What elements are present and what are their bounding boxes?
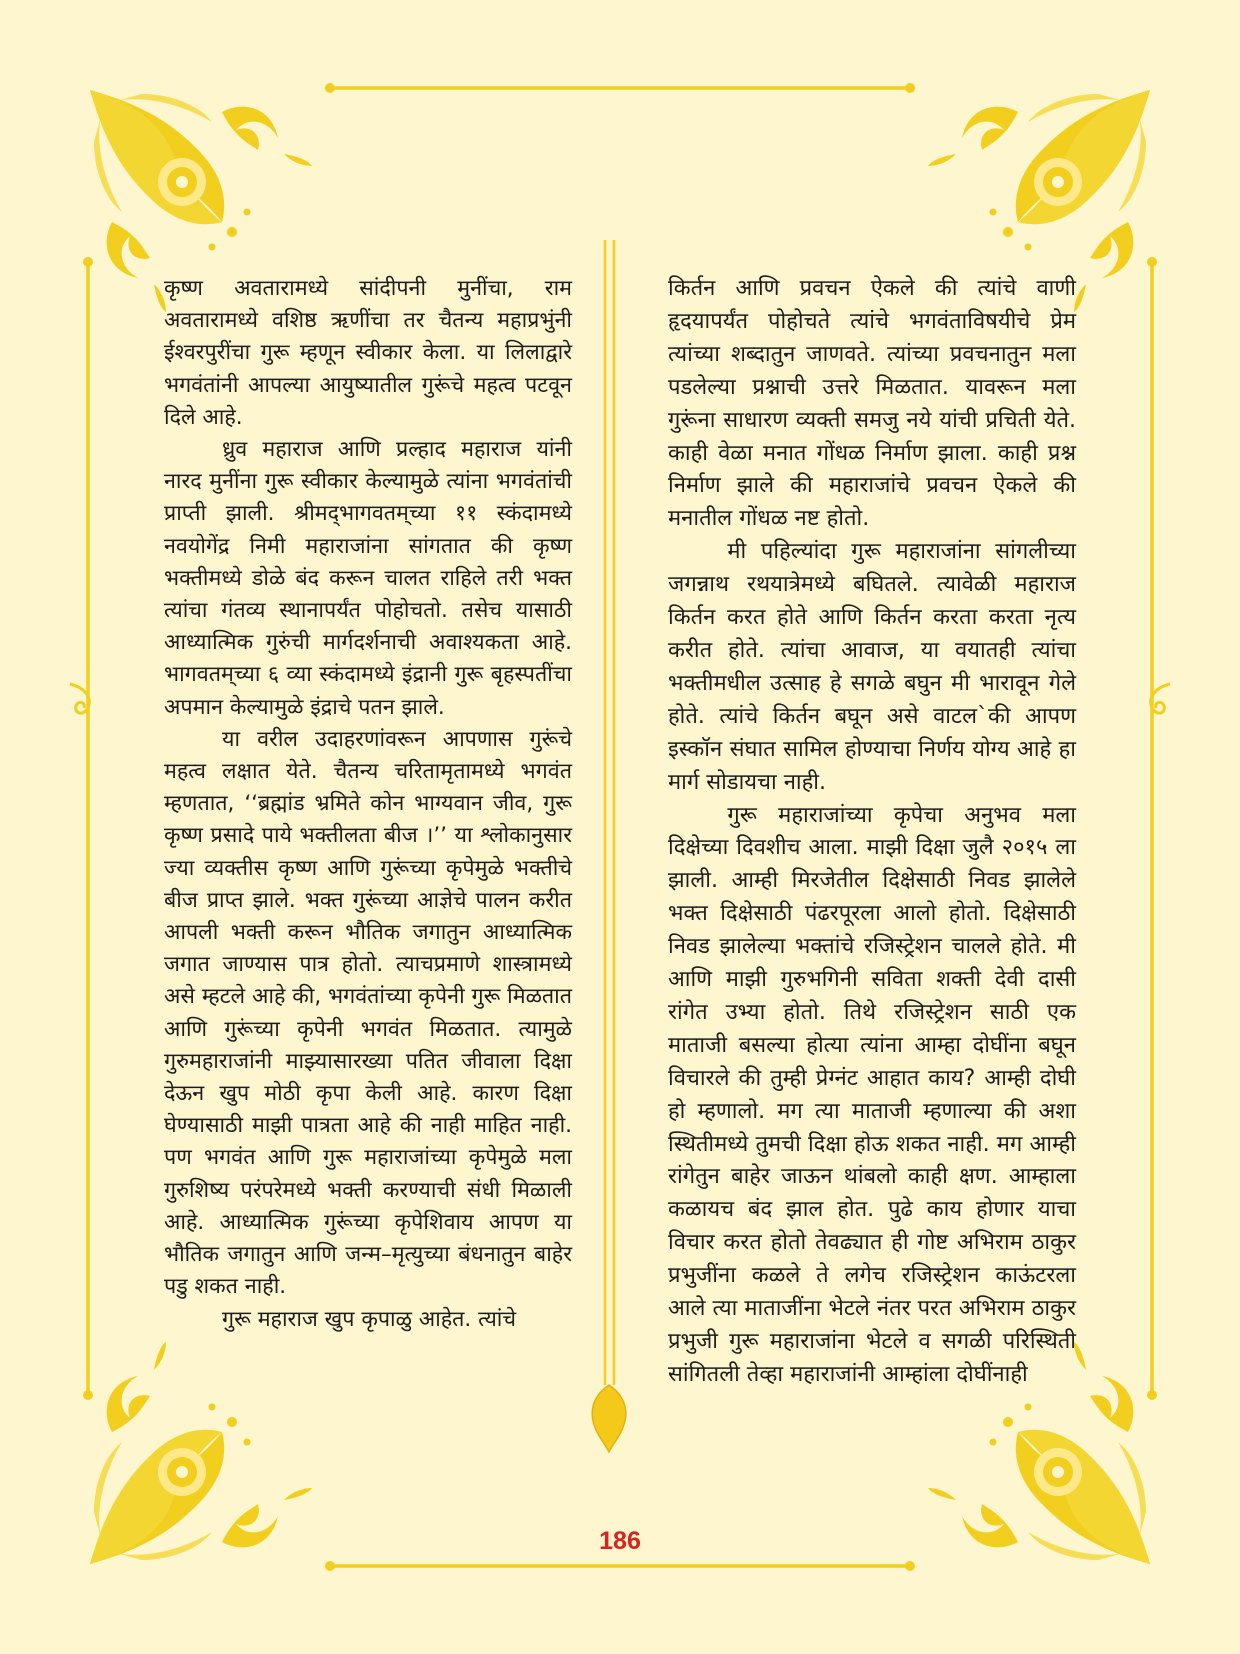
- column-divider: [592, 240, 626, 1452]
- right-text-column: [668, 273, 1076, 1392]
- paragraph: कृष्ण अवतारामध्ये सांदीपनी मुनींचा, राम अवतारामध्ये वशिष्ठ ऋणींचा तर चैतन्य महाप्रभुंनी ईश्वरपुरींचा गुरू म्हणून स्वीकार केला. या लिलाद्वारे भगवंतांनी आपल्या आयुष्यातील गुरूंचे महत्व पटवून दिले आहे.: [164, 276, 572, 430]
- paragraph: गुरू महाराज खुप कृपाळु आहेत. त्यांचे: [222, 1306, 517, 1332]
- left-text-column: [164, 273, 572, 1336]
- paragraph: किर्तन आणि प्रवचन ऐकले की त्यांचे वाणी हृदयापर्यंत पोहोचते त्यांचे भगवंताविषयीचे प्रेम त्यांच्या शब्दातुन जाणवते. त्यांच्या प्रवचनातुन मला पडलेल्या प्रश्नाची उत्तरे मिळतात. यावरून मला गुरूंना साधारण व्यक्ती समजु नये यांची प्रचिती येते. काही वेळा मनात गोंधळ निर्माण झाला. काही प्रश्न निर्माण झाले की महाराजांचे प्रवचन ऐकले की मनातील गोंधळ नष्ट होतो.: [668, 276, 1076, 532]
- paragraph: या वरील उदाहरणांवरून आपणास गुरूंचे महत्व लक्षात येते. चैतन्य चरितामृतामध्ये भगवंत म्हणतात, ‘‘ब्रह्मांड भ्रमिते कोन भाग्यवान जीव, गुरू कृष्ण प्रसादे पाये भक्तीलता बीज ।’’ या श्लोकानुसार ज्या व्यक्तीस कृष्ण आणि गुरूंच्या कृपेमुळे भक्तीचे बीज प्राप्त झाले. भक्त गुरूंच्या आज्ञेचे पालन करीत आपली भक्ती करून भौतिक जगातुन आध्यात्मिक जगात जाण्यास पात्र होतो. त्याचप्रमाणे शास्त्रामध्ये असे म्हटले आहे की, भगवंतांच्या कृपेनी गुरू मिळतात आणि गुरूंच्या कृपेनी भगवंत मिळतात. त्यामुळे गुरुमहाराजांनी माझ्यासारख्या पतित जीवाला दिक्षा देऊन खुप मोठी कृपा केली आहे. कारण दिक्षा घेण्यासाठी माझी पात्रता आहे की नाही माहित नाही. पण भगवंत आणि गुरू महाराजांच्या कृपेमुळे मला गुरुशिष्य परंपरेमध्ये भक्ती करण्याची संधी मिळाली आहे. आध्यात्मिक गुरूंच्या कृपेशिवाय आपण या भौतिक जगातुन आणि जन्म–मृत्युच्या बंधनातुन बाहेर पडु शकत नाही.: [164, 726, 572, 1300]
- paragraph: गुरू महाराजांच्या कृपेचा अनुभव मला दिक्षेच्या दिवशीच आला. माझी दिक्षा जुलै २०१५ ला झाली. आम्ही मिरजेतील दिक्षेसाठी निवड झालेले भक्त दिक्षेसाठी पंढरपूरला आलो होतो. दिक्षेसाठी निवड झालेल्या भक्तांचे रजिस्ट्रेशन चालले होते. मी आणि माझी गुरुभगिनी सविता शक्ती देवी दासी रांगेत उभ्या होतो. तिथे रजिस्ट्रेशन साठी एक माताजी बसल्या होत्या त्यांना आम्हा दोघींना बघून विचारले की तुम्ही प्रेग्नंट आहात काय? आम्ही दोघी हो म्हणालो. मग त्या माताजी म्हणाल्या की अशा स्थितीमध्ये तुमची दिक्षा होऊ शकत नाही. मग आम्ही रांगेतुन बाहेर जाऊन थांबलो काही क्षण. आम्हाला कळायच बंद झाल होत. पुढे काय होणार याचा विचार करत होतो तेवढ्यात ही गोष्ट अभिराम ठाकुर प्रभुजींना कळले ते लगेच रजिस्ट्रेशन काऊंटरला आले त्या माताजींना भेटले नंतर परत अभिराम ठाकुर प्रभुजी गुरू महाराजांना भेटले व सगळी परिस्थिती सांगितली तेव्हा महाराजांनी आम्हांला दोघींनाही: [668, 802, 1076, 1387]
- paragraph: ध्रुव महाराज आणि प्रल्हाद महाराज यांनी नारद मुनींना गुरू स्वीकार केल्यामुळे त्यांना भगवंतांची प्राप्ती झाली. श्रीमद्‌भागवतम्‌च्या ११ स्कंदामध्ये नवयोगेंद्र निमी महाराजांना सांगतात की कृष्ण भक्तीमध्ये डोळे बंद करून चालत राहिले तरी भक्त त्यांचा गंतव्य स्थानापर्यंत पोहोचतो. तसेच यासाठी आध्यात्मिक गुरुंची मार्गदर्शनाची अवाश्यकता आहे. भागवतम्‌च्या ६ व्या स्कंदामध्ये इंद्रानी गुरू बृहस्पतींचा अपमान केल्यामुळे इंद्राचे पतन झाले.: [164, 437, 572, 720]
- page-number: 186: [599, 1527, 641, 1555]
- paragraph: मी पहिल्यांदा गुरू महाराजांना सांगलीच्या जगन्नाथ रथयात्रेमध्ये बघितले. त्यावेळी महाराज किर्तन करत होते आणि किर्तन करता करता नृत्य करीत होते. त्यांचा आवाज, या वयातही त्यांचा भक्तीमधील उत्साह हे सगळे बघुन मी भारावून गेले होते. त्यांचे किर्तन बघून असे वाटल`की आपण इस्कॉन संघात सामिल होण्याचा निर्णय योग्य आहे हा मार्ग सोडायचा नाही.: [668, 539, 1076, 795]
